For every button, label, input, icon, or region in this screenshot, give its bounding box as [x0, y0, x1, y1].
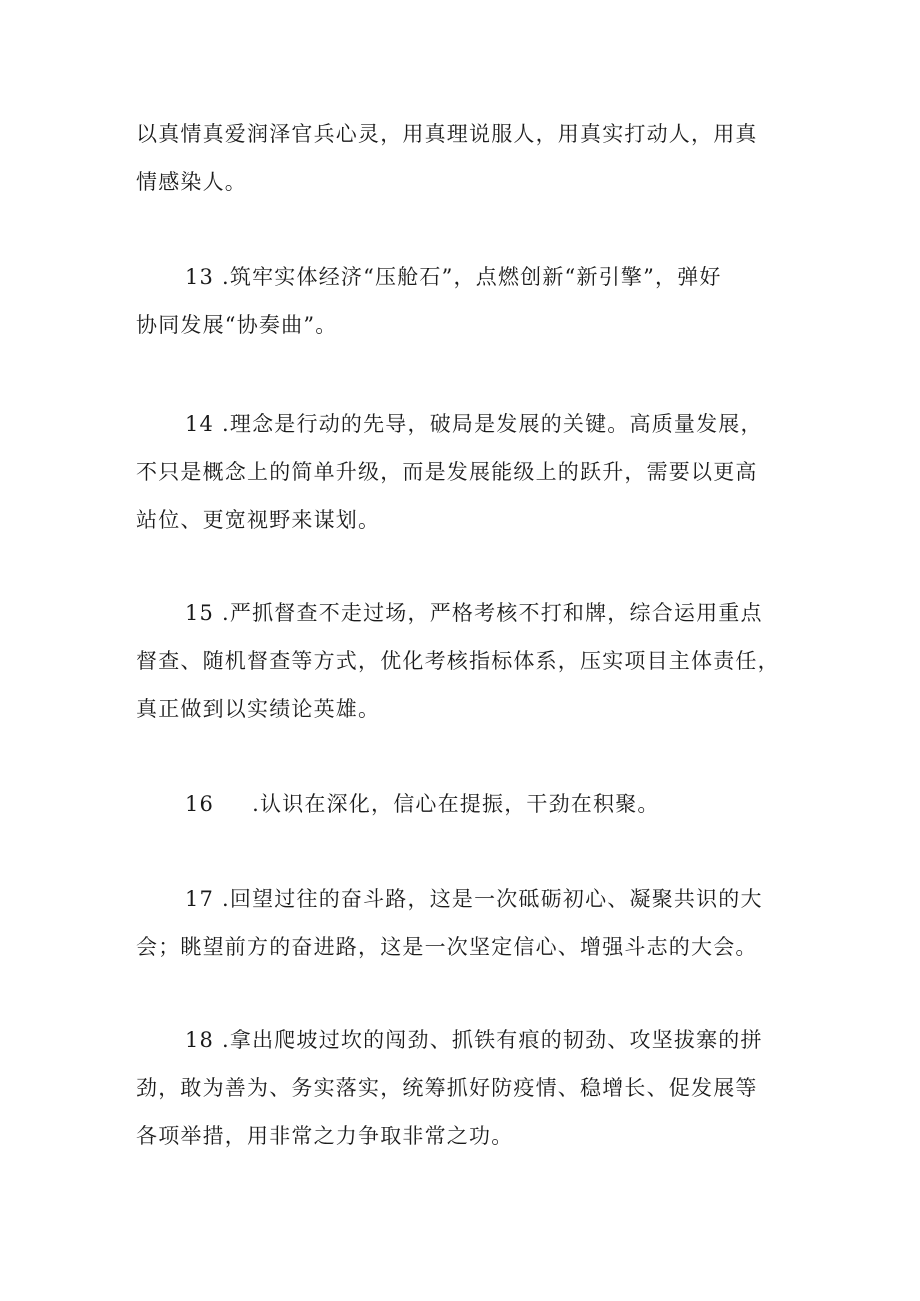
paragraph-line: 不只是概念上的简单升级，而是发展能级上的跃升，需要以更高 — [136, 460, 758, 484]
paragraph-16 — [136, 780, 796, 828]
paragraph-15 — [136, 589, 796, 733]
paragraph-number: 15 — [185, 601, 215, 625]
paragraph-line: .筑牢实体经济“压舱石”，点燃创新“新引擎”，弹好 — [222, 265, 722, 289]
paragraph-first-line — [136, 875, 796, 923]
paragraph-line: 会；眺望前方的奋进路，这是一次坚定信心、增强斗志的大会。 — [136, 935, 758, 959]
paragraph-first-line — [136, 253, 796, 301]
paragraph-line: 情感染人。 — [136, 170, 247, 194]
paragraph-line: .拿出爬坡过坎的闯劲、抓铁有痕的韧劲、攻坚拔寨的拼 — [222, 1028, 763, 1052]
paragraph-14 — [136, 400, 796, 544]
paragraph-line: 督查、随机督查等方式，优化考核指标体系，压实项目主体责任， — [136, 649, 780, 673]
paragraph-number: 18 — [185, 1028, 215, 1052]
paragraph-line: .回望过往的奋斗路，这是一次砥砺初心、凝聚共识的大 — [222, 887, 763, 911]
paragraph-line: .严抓督查不走过场，严格考核不打和牌，综合运用重点 — [222, 601, 763, 625]
paragraph-number: 17 — [185, 887, 215, 911]
paragraph-line: 以真情真爱润泽官兵心灵，用真理说服人，用真实打动人，用真 — [136, 122, 758, 146]
paragraph-line: 站位、更宽视野来谋划。 — [136, 508, 381, 532]
paragraph-number: 16 — [185, 792, 215, 816]
paragraph-line: 真正做到以实绩论英雄。 — [136, 697, 381, 721]
paragraph-12-tail — [136, 110, 796, 206]
paragraph-line: .认识在深化，信心在提振，干劲在积聚。 — [252, 792, 660, 816]
paragraph-number: 13 — [185, 265, 215, 289]
paragraph-17 — [136, 875, 796, 971]
paragraph-13 — [136, 253, 796, 349]
paragraph-line: 劲，敢为善为、务实落实，统筹抓好防疫情、稳增长、促发展等 — [136, 1076, 758, 1100]
paragraph-line: 各项举措，用非常之力争取非常之功。 — [136, 1124, 514, 1148]
paragraph-18 — [136, 1016, 796, 1160]
paragraph-first-line — [136, 780, 796, 828]
paragraph-line: 协同发展“协奏曲”。 — [136, 313, 338, 337]
paragraph-line: .理念是行动的先导，破局是发展的关键。高质量发展， — [222, 412, 763, 436]
paragraph-number: 14 — [185, 412, 215, 436]
paragraph-first-line — [136, 589, 796, 637]
paragraph-first-line — [136, 400, 796, 448]
paragraph-first-line — [136, 1016, 796, 1064]
